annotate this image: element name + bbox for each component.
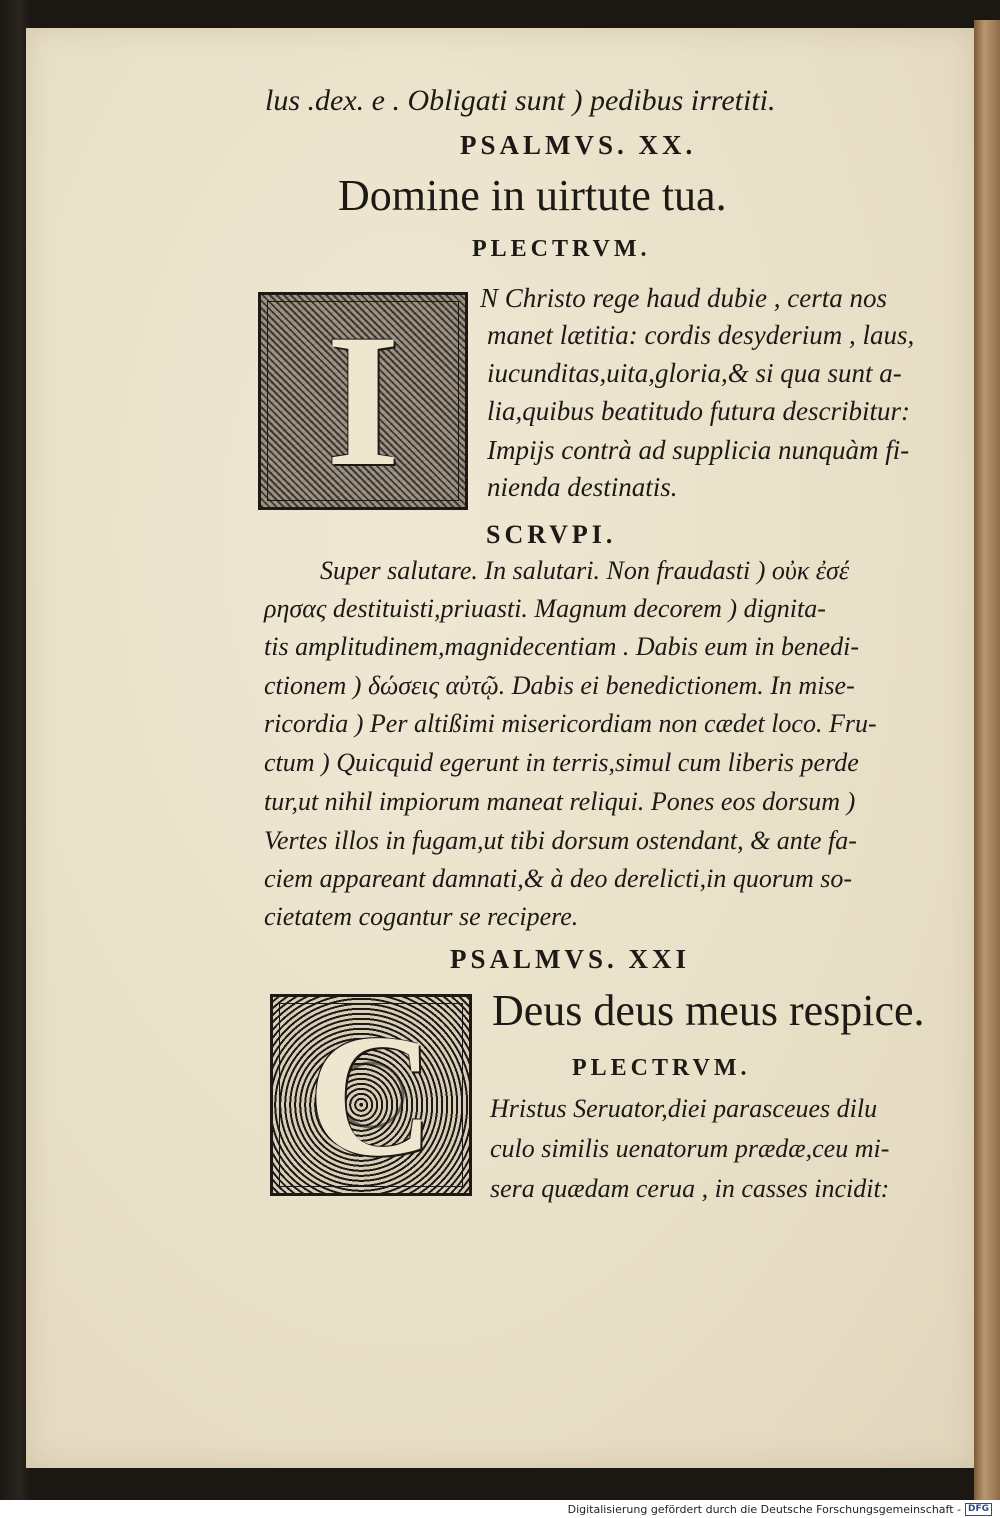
scrupi-line: ρησας destituisti,priuasti. Magnum decorem ) dignita- (264, 594, 826, 623)
psalm-20-plectrum-line: iucunditas,uita,gloria,& si qua sunt a- (487, 358, 902, 388)
psalm-20-plectrum-line: lia,quibus beatitudo futura describitur: (487, 396, 910, 426)
psalm-20-plectrum-line: N Christo rege haud dubie , certa nos (480, 283, 887, 313)
psalm-21-title: PSALMVS. XXI (450, 944, 691, 974)
scrupi-line: Super salutare. In salutari. Non fraudasti ) οὐκ ἐσέ (320, 556, 850, 585)
psalm-20-plectrum-heading: PLECTRVM. (472, 236, 651, 262)
psalm-21-plectrum-line: Hristus Seruator,diei parasceues dilu (490, 1094, 878, 1123)
digitization-credit-bar (0, 1500, 1000, 1518)
dfg-logo-icon: DFG (965, 1503, 992, 1516)
psalm-20-plectrum-line: Impijs contrà ad supplicia nunquàm fi- (487, 435, 910, 465)
scrupi-heading: SCRVPI. (486, 520, 617, 549)
psalm-20-plectrum-line: manet lætitia: cordis desyderium , laus, (487, 320, 915, 350)
scrupi-line: tis amplitudinem,magnidecentiam . Dabis eum in benedi- (264, 632, 860, 661)
psalm-21-incipit: Deus deus meus respice. (492, 986, 925, 1035)
scrupi-line: cietatem cogantur se recipere. (264, 902, 579, 931)
decorated-initial-c (270, 994, 472, 1196)
psalm-21-plectrum-line: culo similis uenatorum prædæ,ceu mi- (490, 1134, 890, 1163)
page-edge (974, 20, 1000, 1500)
scrupi-line: Vertes illos in fugam,ut tibi dorsum ostendant, & ante fa- (264, 826, 857, 855)
digitization-credit-text: Digitalisierung gefördert durch die Deutsche Forschungsgemeinschaft - (567, 1502, 961, 1516)
scrupi-line: ricordia ) Per altißimi misericordiam non cædet loco. Fru- (264, 709, 877, 738)
initial-letter-c: C (307, 997, 435, 1192)
psalm-20-plectrum-line: nienda destinatis. (487, 472, 678, 502)
scrupi-line: ciem appareant damnati,& à deo derelicti,in quorum so- (264, 864, 853, 893)
psalm-21-plectrum-line: sera quædam cerua , in casses incidit: (490, 1174, 890, 1203)
header-line: lus .dex. e . Obligati sunt ) pedibus irretiti. (265, 84, 776, 117)
psalm-20-title: PSALMVS. XX. (460, 130, 697, 160)
initial-letter-i: I (326, 296, 400, 506)
psalm-21-plectrum-heading: PLECTRVM. (572, 1055, 751, 1081)
psalm-20-incipit: Domine in uirtute tua. (338, 171, 727, 220)
scrupi-line: ctionem ) δώσεις αὐτῷ. Dabis ei benedictionem. In mise- (264, 671, 855, 700)
decorated-initial-i (258, 292, 468, 510)
scrupi-line: ctum ) Quicquid egerunt in terris,simul cum liberis perde (264, 748, 859, 777)
scrupi-line: tur,ut nihil impiorum maneat reliqui. Pones eos dorsum ) (264, 787, 856, 816)
